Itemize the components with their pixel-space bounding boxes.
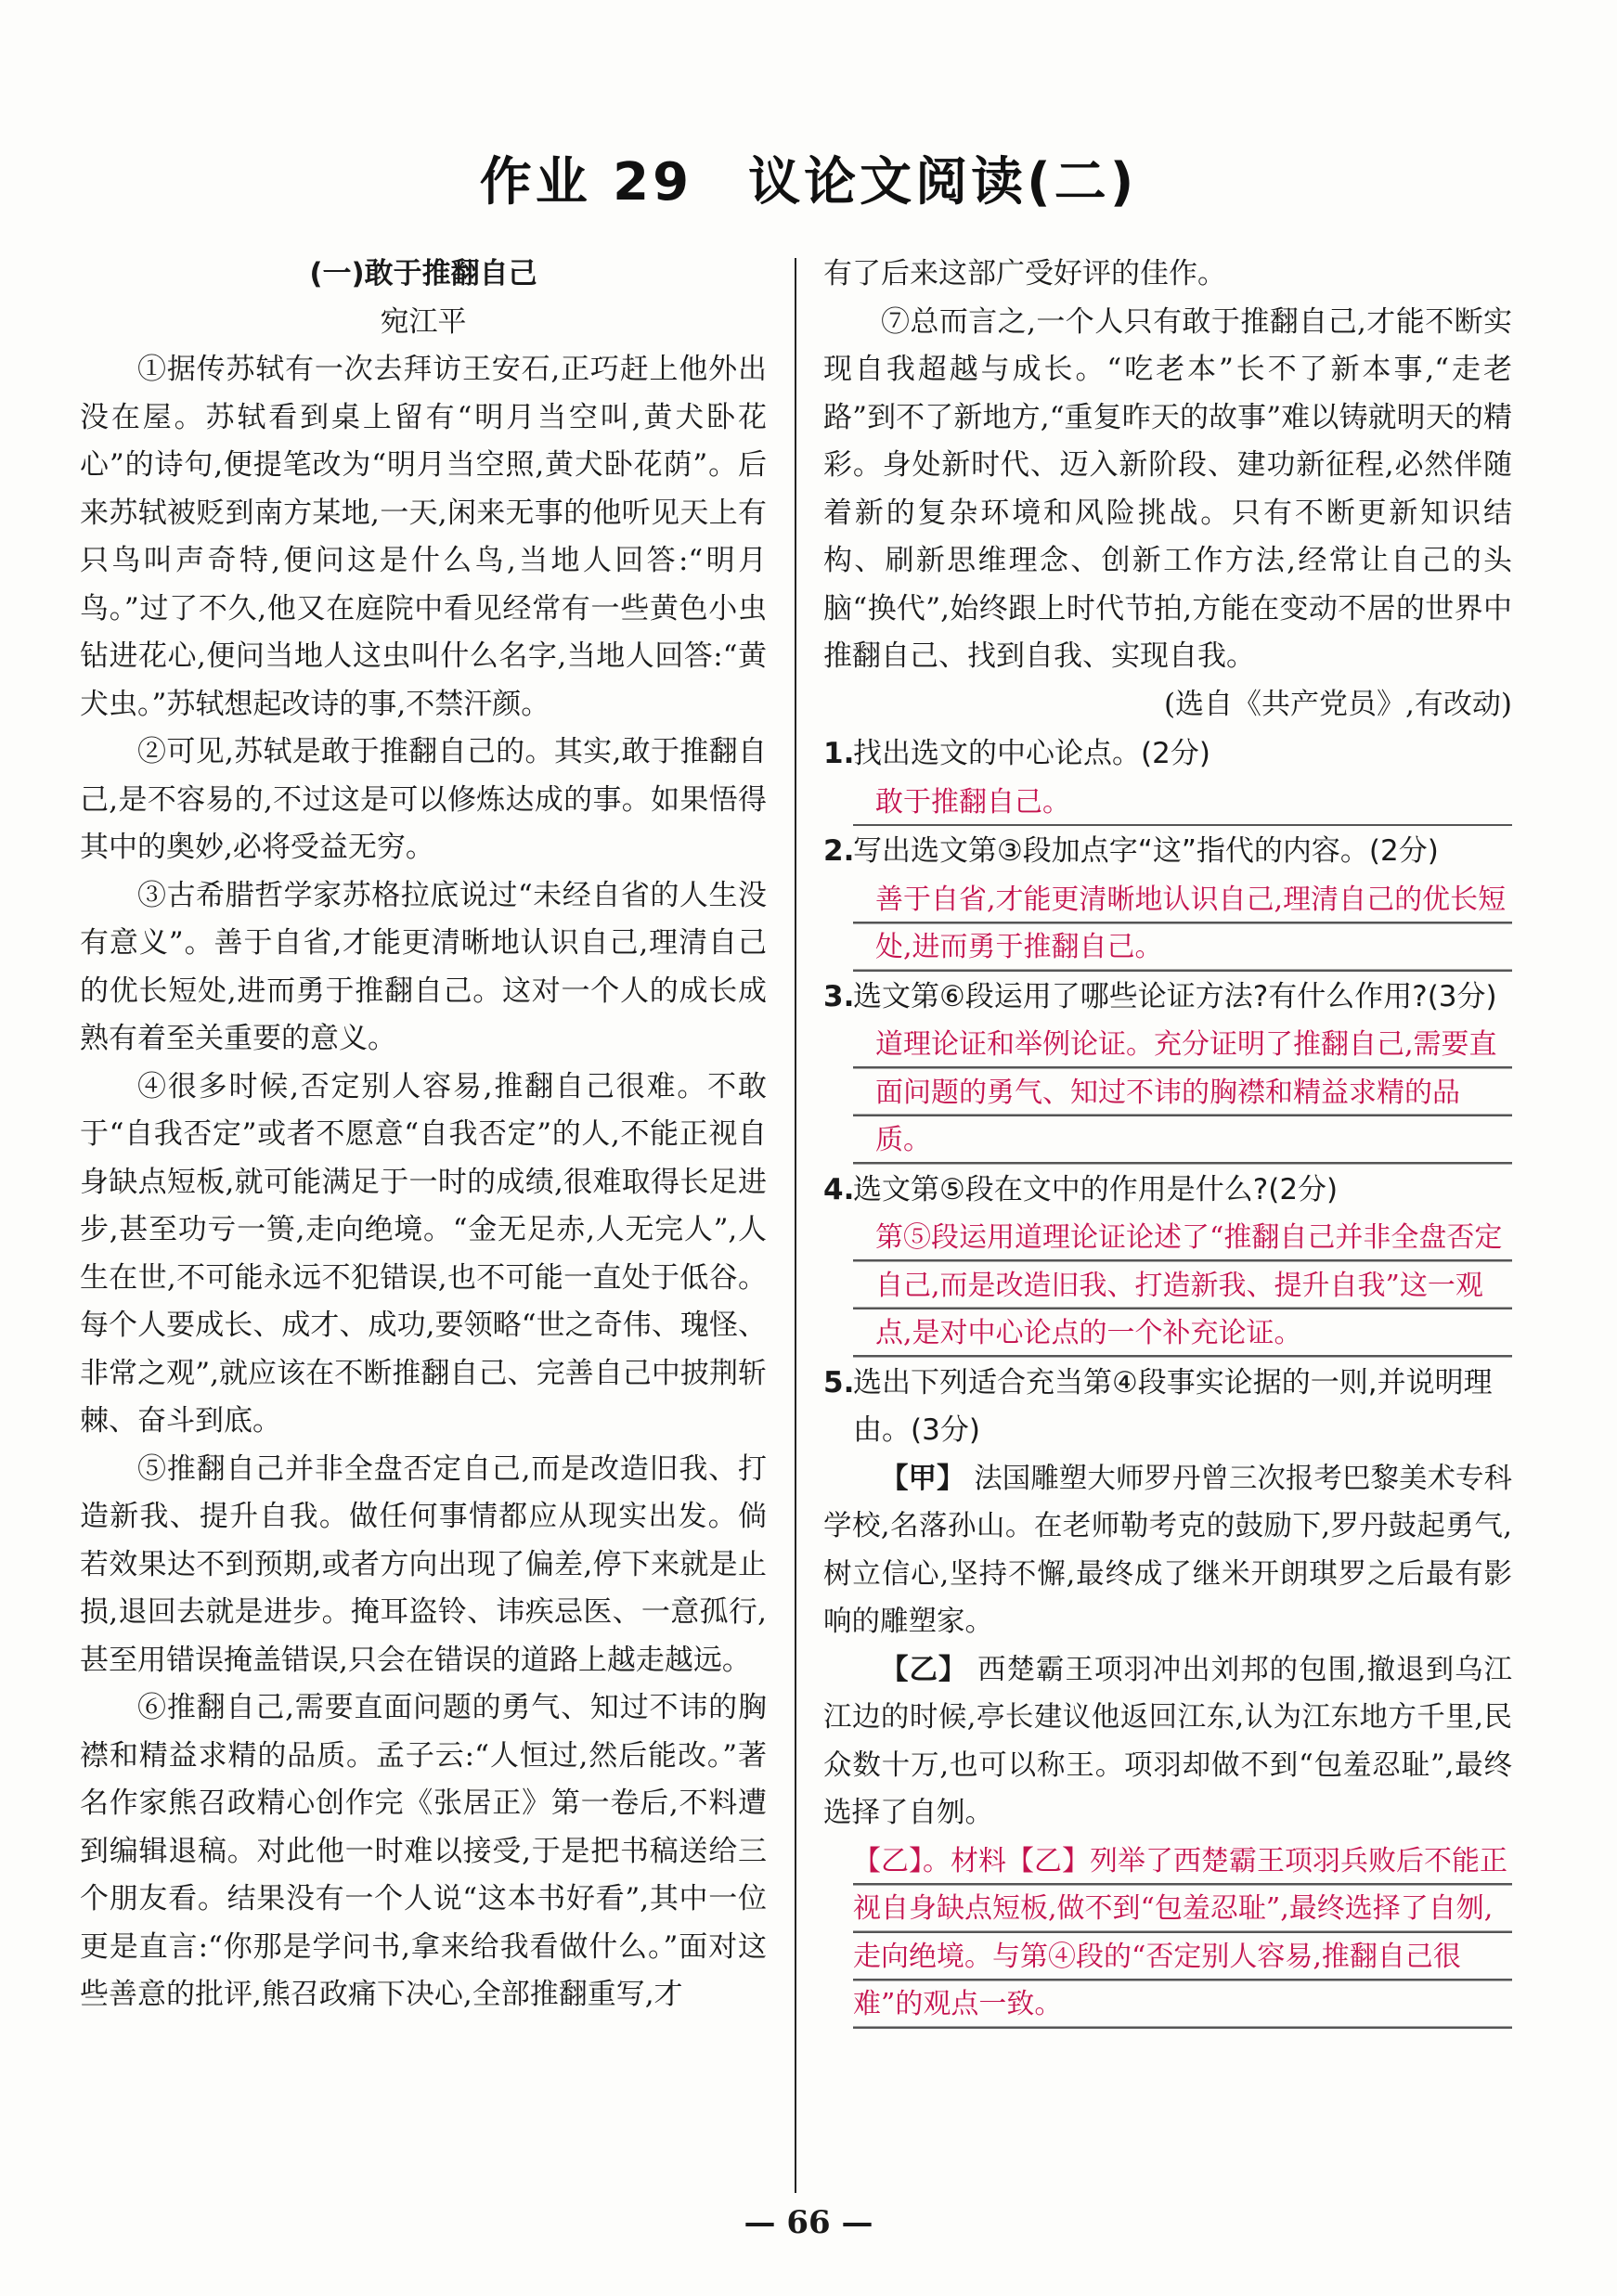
question-number: 5. (823, 1365, 855, 1400)
option-b-text: 西楚霸王项羽冲出刘邦的包围,撤退到乌江江边的时候,亭长建议他返回江东,认为江东地方千里,民众数十万,也可以称王。项羽却做不到“包羞忍耻”,最终选择了自刎。 (823, 1653, 1512, 1829)
question-text: 写出选文第③段加点字“这”指代的内容。(2分) (853, 834, 1439, 868)
option-a-text: 法国雕塑大师罗丹曾三次报考巴黎美术专科学校,名落孙山。在老师勒考克的鼓励下,罗丹鼓起勇气,树立信心,坚持不懈,最终成了继米开朗琪罗之后最有影响的雕塑家。 (823, 1462, 1513, 1638)
article-column-right (823, 251, 1512, 2029)
answer-2: 善于自省,才能更清晰地认识自己,理清自己的优长短处,进而勇于推翻自己。 (853, 876, 1512, 972)
page-title: 作业 29 议论文阅读(二) (479, 152, 1138, 213)
article-author: 宛江平 (380, 304, 467, 339)
question-number: 3. (823, 979, 855, 1013)
article-section-title: (一)敢于推翻自己 (309, 257, 537, 290)
article-paragraph-3: ③古希腊哲学家苏格拉底说过“未经自省的人生没有意义”。善于自省,才能更清晰地认识自己,理清自己的优长短处,进而勇于推翻自己。这对一个人的成长成熟有着至关重要的意义。 (80, 878, 767, 1055)
option-a (823, 1455, 1512, 1646)
question-text: 选出下列适合充当第④段事实论据的一则,并说明理由。(3分) (853, 1365, 1493, 1447)
option-a-label: 【甲】 (880, 1462, 965, 1495)
question-5 (823, 1360, 1512, 2029)
question-1 (823, 730, 1512, 826)
question-4 (823, 1167, 1512, 1358)
option-b-label: 【乙】 (880, 1653, 968, 1686)
article-paragraph-5: ⑤推翻自己并非全盘否定自己,而是改造旧我、打造新我、提升自我。做任何事情都应从现实出发。倘若效果达不到预期,或者方向出现了偏差,停下来就是止损,退回去就是进步。掩耳盗铃、讳疾忌医、一意孤行,甚至用错误掩盖错误,只会在错误的道路上越走越远。 (80, 1451, 767, 1677)
answer-1: 敢于推翻自己。 (853, 779, 1512, 827)
question-text: 选文第⑤段在文中的作用是什么?(2分) (853, 1172, 1339, 1206)
option-b (823, 1646, 1512, 1838)
article-paragraph-4: ④很多时候,否定别人容易,推翻自己很难。不敢于“自我否定”或者不愿意“自我否定”的人,不能正视自身缺点短板,就可能满足于一时的成绩,很难取得长足进步,甚至功亏一篑,走向绝境。“金无足赤,人无完人”,人生在世,不可能永远不犯错误,也不可能一直处于低谷。每个人要成长、成才、成功,要领略“世之奇伟、瑰怪、非常之观”,就应该在不断推翻自己、完善自己中披荆斩棘、奋斗到底。 (80, 1069, 767, 1438)
question-number: 2. (823, 834, 855, 868)
article-paragraph-6: ⑥推翻自己,需要直面问题的勇气、知过不讳的胸襟和精益求精的品质。孟子云:“人恒过,然后能改。”著名作家熊召政精心创作完《张居正》第一卷后,不料遭到编辑退稿。对此他一时难以接受,于是把书稿送给三个朋友看。结果没有一个人说“这本书好看”,其中一位更是直言:“你那是学问书,拿来给我看做什么。”面对这些善意的批评,熊召政痛下决心,全部推翻重写,才 (80, 1691, 767, 2011)
article-source: (选自《共产党员》,有改动) (1163, 687, 1512, 721)
article-paragraph-7: ⑦总而言之,一个人只有敢于推翻自己,才能不断实现自我超越与成长。“吃老本”长不了新本事,“走老路”到不了新地方,“重复昨天的故事”难以铸就明天的精彩。身处新时代、迈入新阶段、建功新征程,必然伴随着新的复杂环境和风险挑战。只有不断更新知识结构、刷新思维理念、创新工作方法,经常让自己的头脑“换代”,始终跟上时代节拍,方能在变动不居的世界中推翻自己、找到自我、实现自我。 (823, 304, 1512, 673)
article-paragraph-1: ①据传苏轼有一次去拜访王安石,正巧赶上他外出没在屋。苏轼看到桌上留有“明月当空叫,黄犬卧花心”的诗句,便提笔改为“明月当空照,黄犬卧花荫”。后来苏轼被贬到南方某地,一天,闲来无事的他听见天上有只鸟叫声奇特,便问这是什么鸟,当地人回答:“明月鸟。”过了不久,他又在庭院中看见经常有一些黄色小虫钻进花心,便问当地人这虫叫什么名字,当地人回答:“黄犬虫。”苏轼想起改诗的事,不禁汗颜。 (80, 353, 767, 721)
answer-3: 道理论证和举例论证。充分证明了推翻自己,需要直面问题的勇气、知过不讳的胸襟和精益求精的品质。 (853, 1021, 1512, 1165)
column-divider (795, 258, 796, 2193)
page-number: — 66 — (744, 2204, 873, 2241)
question-number: 4. (823, 1172, 855, 1206)
question-text: 选文第⑥段运用了哪些论证方法?有什么作用?(3分) (853, 979, 1497, 1013)
question-2 (823, 828, 1512, 972)
answer-5: 【乙】。材料【乙】列举了西楚霸王项羽兵败后不能正视自身缺点短板,做不到“包羞忍耻”,最终选择了自刎,走向绝境。与第④段的“否定别人容易,推翻自己很难”的观点一致。 (853, 1838, 1512, 2029)
question-text: 找出选文的中心论点。(2分) (853, 737, 1210, 770)
article-paragraph-6-continued: 有了后来这部广受好评的佳作。 (823, 257, 1226, 290)
article-column-left (80, 251, 767, 2019)
article-paragraph-2: ②可见,苏轼是敢于推翻自己的。其实,敢于推翻自己,是不容易的,不过这是可以修炼达成的事。如果悟得其中的奥妙,必将受益无穷。 (80, 735, 767, 864)
answer-4: 第⑤段运用道理论证论述了“推翻自己并非全盘否定自己,而是改造旧我、打造新我、提升自我”这一观点,是对中心论点的一个补充论证。 (853, 1214, 1512, 1358)
question-3 (823, 974, 1512, 1165)
question-number: 1. (823, 737, 855, 770)
